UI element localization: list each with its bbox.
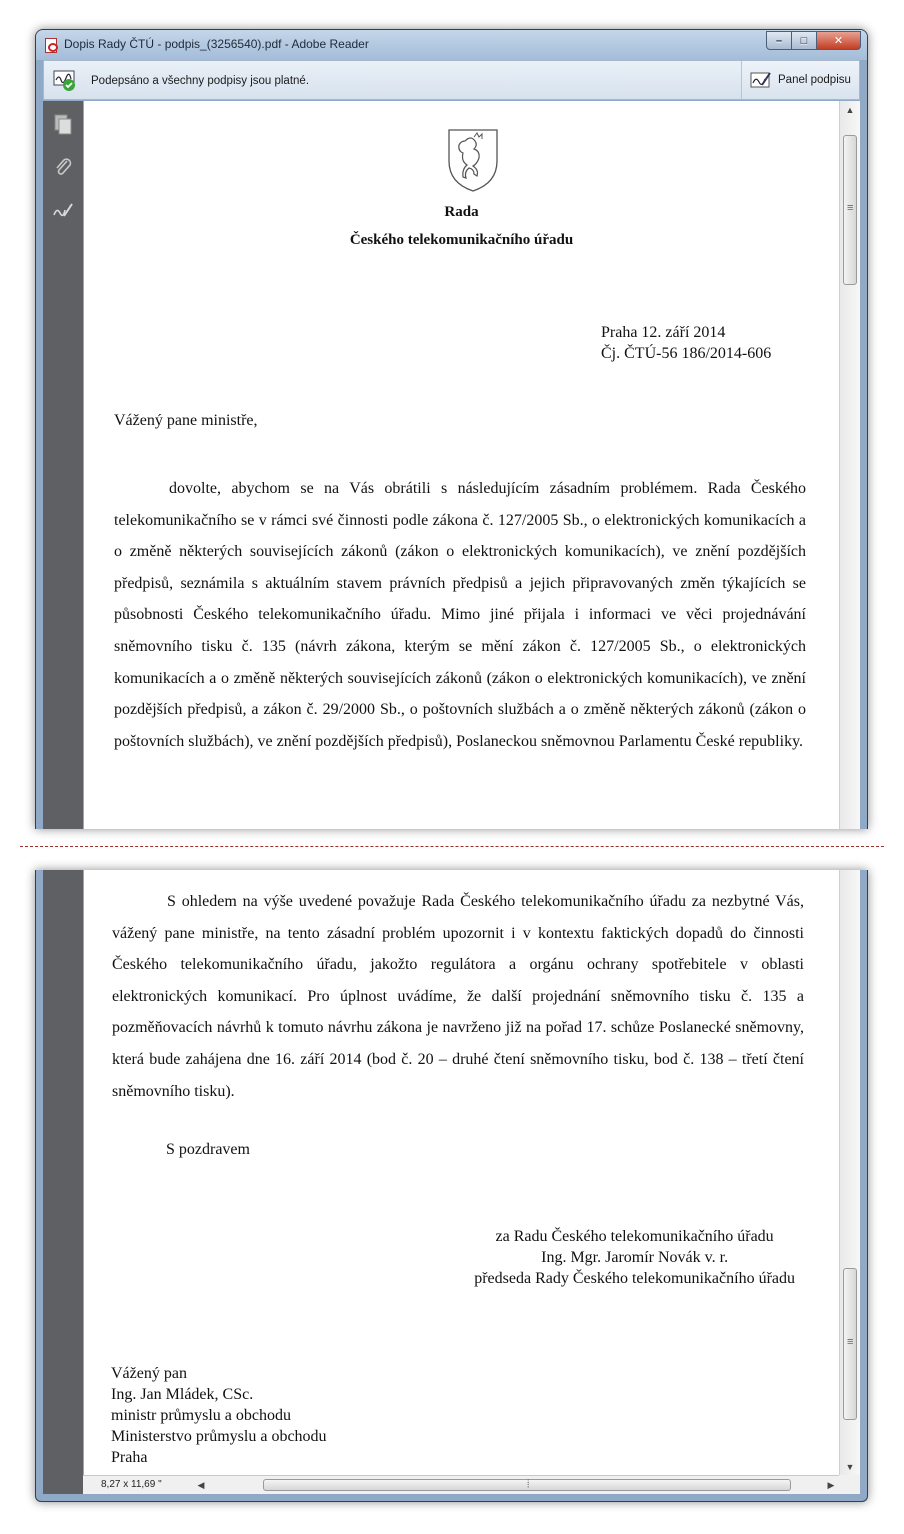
paragraph-1-text: dovolte, abychom se na Vás obrátili s následujícím zásadním problémem. Rada Českého telekomunikačního se v rámci své činnosti podle zákona č. 127/2005 Sb., o elektronických komunikacích a o změně některých souvisejících zákonů (zákon o elektronických komunikacích), ve znění pozdějších předpisů, seznámila s aktuálním stavem právních předpisů a jejich připravovaných změn týkajících se působnosti Českého telekomunikačního úřadu. Mimo jiné přijala i informaci ve věci projednávání sněmovního tisku č. 135 (návrh zákona, kterým se mění zákon č. 127/2005 Sb., o elektronických komunikacích a o změně některých souvisejících zákonů (zákon o elektronických komunikacích), ve znění pozdějších předpisů, a zákon č. 29/2000 Sb., o poštovních službách a o změně některých zákonů (zákon o poštovních službách), ve znění pozdějších předpisů), Poslaneckou sněmovnou Parlamentu České republiky. [114,480,806,750]
scrollbar-corner [839,1475,860,1494]
document-view-lower[interactable] [83,870,860,1494]
signature-panel-button[interactable] [741,61,859,99]
vertical-scroll-thumb-lower[interactable] [843,1268,857,1420]
addressee-city: Praha [111,1449,148,1466]
pdf-page-1-lower [83,870,839,1494]
navigation-pane-lower [43,870,83,1494]
addressee-position: ministr průmyslu a obchodu [111,1407,291,1424]
closing-greeting: S pozdravem [166,1141,250,1158]
horizontal-scroll-thumb[interactable] [263,1479,791,1491]
navigation-pane [43,101,83,829]
close-button[interactable] [817,31,861,50]
letter-paragraph-1 [114,473,806,757]
pdf-file-icon [45,38,57,53]
horizontal-scrollbar[interactable] [193,1477,839,1493]
signature-block [474,1226,795,1289]
letter-date: Praha 12. září 2014 [601,324,726,341]
reader-window-bottom [35,870,868,1502]
minimize-icon: – [775,34,783,47]
scroll-right-arrow-icon[interactable]: ▶ [827,1479,835,1490]
state-emblem-icon [446,127,500,193]
letter-reference: Čj. ČTÚ-56 186/2014-606 [601,345,772,362]
maximize-button[interactable] [792,31,817,50]
status-bar [83,1475,839,1494]
signature-valid-icon [53,70,77,92]
letterhead-org-line1: Rada [444,204,479,220]
signature-status-message: Podepsáno a všechny podpisy jsou platné. [91,75,310,87]
close-icon: ✕ [833,35,844,47]
paragraph-2-text: S ohledem na výše uvedené považuje Rada Českého telekomunikačního úřadu za nezbytné Vás, vážený pane ministře, na tento zásadní problém upozornit i v kontextu faktických dopadů do činnosti Českého telekomunikačního úřadu, jakožto regulátora a orgánu ochrany spotřebitele v oblasti elektronických komunikací. Pro úplnost uvádíme, že další projednání sněmovního tisku č. 135 a pozměňovacích návrhů k tomuto návrhu zákona je navrženo již na pořad 17. schůze Poslanecké sněmovny, která bude zahájena dne 16. září 2014 (bod č. 20 – druhé čtení sněmovního tisku, bod č. 138 – třetí čtení sněmovního tisku). [112,893,804,1100]
letterhead-org-line2: Českého telekomunikačního úřadu [349,232,574,248]
letter-paragraph-2 [112,886,804,1107]
signature-title: předseda Rady Českého telekomunikačního úřadu [474,1270,795,1287]
title-bar[interactable] [36,30,867,60]
addressee-block [111,1363,327,1468]
vertical-scrollbar[interactable] [839,101,860,829]
signature-line-1: za Radu Českého telekomunikačního úřadu [495,1228,774,1245]
reader-window-top [35,29,868,829]
vertical-scroll-thumb[interactable] [843,135,857,285]
salutation: Vážený pane ministře, [114,412,258,429]
maximize-icon: □ [800,34,808,47]
scroll-down-arrow-icon[interactable]: ▼ [845,1461,855,1472]
window-title: Dopis Rady ČTÚ - podpis_(3256540).pdf - Adobe Reader [64,37,369,51]
pages-icon[interactable] [52,113,74,135]
signatures-icon[interactable] [52,199,74,221]
addressee-line-1: Vážený pan [111,1365,187,1382]
signature-bar [43,60,860,100]
minimize-button[interactable] [766,31,792,50]
scroll-left-arrow-icon[interactable]: ◀ [197,1479,205,1490]
addressee-name: Ing. Jan Mládek, CSc. [111,1386,254,1403]
attachment-icon[interactable] [52,156,74,178]
addressee-ministry: Ministerstvo průmyslu a obchodu [111,1428,327,1445]
window-controls [766,31,861,50]
page-size-readout: 8,27 x 11,69 " [101,1479,162,1490]
scroll-up-arrow-icon[interactable]: ▲ [845,104,855,115]
vertical-scrollbar-lower[interactable] [839,870,860,1494]
page-tear-divider [20,846,884,847]
signature-name: Ing. Mgr. Jaromír Novák v. r. [541,1249,729,1266]
signature-panel-label: Panel podpisu [778,74,851,86]
document-view[interactable] [83,101,860,829]
date-reference-block [601,322,771,364]
signature-panel-icon [750,70,772,90]
pdf-page-1 [83,101,839,829]
